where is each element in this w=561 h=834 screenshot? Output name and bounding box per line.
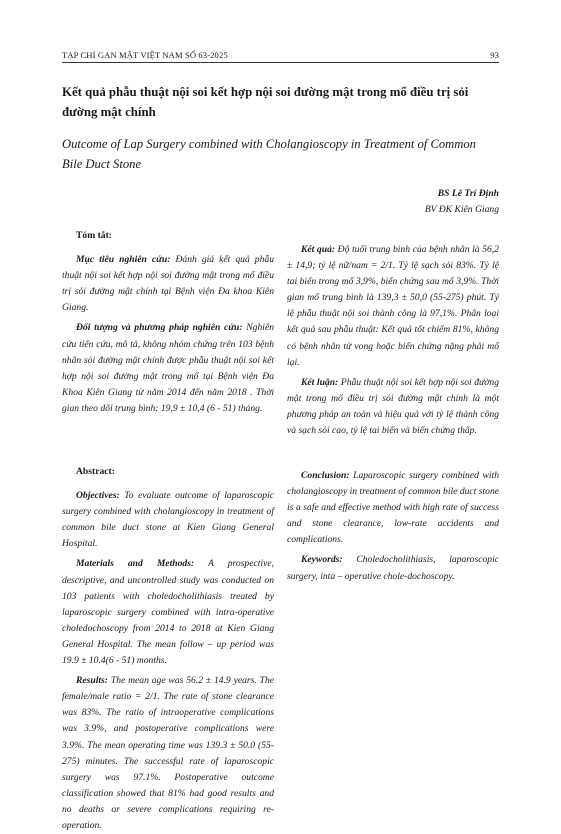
summary-results <box>287 242 499 371</box>
author-affiliation: BV ĐK Kiên Giang <box>424 204 499 215</box>
abstract-keywords-text: Choledocholithiasis, laparoscopic surgery, inta – operative chole-dochoscopy. <box>287 554 499 582</box>
summary-conclusion <box>287 375 499 439</box>
summary-vi-right <box>287 242 499 439</box>
author-name: BS Lê Trí Định <box>437 188 499 199</box>
abstract-keywords <box>287 552 499 584</box>
header-divider <box>62 62 499 63</box>
abstract-objectives-label: Objectives: <box>76 490 120 502</box>
article-title-vietnamese: Kết quả phẫu thuật nội soi kết hợp nội soi đường mật trong mổ điều trị sỏi đường mật chính <box>62 85 469 119</box>
summary-methods <box>62 320 274 417</box>
summary-conclusion-label: Kết luận: <box>301 376 339 388</box>
abstract-en-right <box>287 464 499 585</box>
summary-conclusion-text: Phẫu thuật nội soi kết hợp nội soi đường mật trong mổ điều trị sỏi đường mật chính là một phương pháp an toàn và hiệu quả với tỷ lệ thành công và sạch sỏi cao, tỷ lệ tai biến và biến chứng thấp. <box>287 376 499 437</box>
summary-methods-label: Đối tượng và phương pháp nghiên cứu: <box>76 322 243 334</box>
journal-title: TẠP CHÍ GAN MẬT VIỆT NAM SỐ 63-2025 <box>62 50 228 60</box>
abstract-heading: Abstract: <box>76 466 115 477</box>
summary-objective <box>62 252 274 316</box>
abstract-objectives <box>62 488 274 552</box>
abstract-en-left <box>62 464 274 831</box>
abstract-keywords-label: Keywords: <box>301 554 343 566</box>
summary-results-label: Kết quả: <box>301 244 336 255</box>
summary-objective-label: Mục tiêu nghiên cứu: <box>76 254 171 266</box>
abstract-conclusion-label: Conclusion: <box>301 470 350 481</box>
abstract-methods-text: A prospective, descriptive, and uncontrolled study was conducted on 103 patients with choledocholithiasis treated by laparoscopic surgery combined with intra-operative choledochoscopy from 2014 to 2018 at Kien Giang General Hospital. The mean follow – up period was 19.9 ± 10.4(6 - 51) months. <box>62 558 274 667</box>
abstract-conclusion-text: Laparoscopic surgery combined with cholangioscopy in treatment of common bile duct stone is a safe and effective method with high rate of success and stone clearance, low-rate accidents and complications. <box>287 470 499 546</box>
author-block <box>425 186 499 218</box>
summary-vi-left <box>62 228 274 417</box>
journal-header <box>62 50 499 60</box>
article-title-english: Outcome of Lap Surgery combined with Cholangioscopy in Treatment of Common Bile Duct Stone <box>62 137 476 171</box>
summary-results-text: Độ tuổi trung bình của bệnh nhân là 56,2 ± 14,9; tỷ lệ nữ/nam = 2/1. Tỷ lệ sạch sỏi 83%. Tỷ lệ tai biến trong mổ 3,9%, biến chứng sau mổ 3,9%. Thời gian mổ trung bình là 139,3 ± 50,0 (55-275) phút. Tỷ lệ phẫu thuật nội soi thành công là 97,1%. Phân loại kết quả sau phẫu thuật: Kết quả tốt chiếm 81%, không có bệnh nhân tử vong hoặc biến chứng nặng phải mổ lại. <box>287 244 499 368</box>
abstract-results-label: Results: <box>76 675 108 687</box>
abstract-results-text: The mean age was 56.2 ± 14.9 years. The female/male ratio = 2/1. The rate of stone clearance was 83%. The ratio of intraoperative complications was 3.9%, and postoperative complications were 3.9%. The mean operating time was 139.3 ± 50.0 (55-275) minutes. The successful rate of laparoscopic surgery was 97.1%. Postoperative outcome classification showed that 81% had good results and no deaths or severe complications requiring re-operation. <box>62 675 274 831</box>
abstract-methods <box>62 556 274 669</box>
abstract-conclusion <box>287 468 499 548</box>
page-number: 93 <box>490 50 499 60</box>
abstract-methods-label: Materials and Methods: <box>76 558 195 570</box>
summary-methods-text: Nghiên cứu tiến cứu, mô tả, không nhóm chứng trên 103 bệnh nhân sỏi đường mật chính được phẫu thuật nội soi kết hợp nội soi đường mật trong mổ tại Bệnh viện Đa Khoa Kiên Giang từ năm 2014 đến năm 2018 . Thời gian theo dõi trung bình: 19,9 ± 10,4 (6 - 51) tháng. <box>62 322 274 414</box>
abstract-objectives-text: To evaluate outcome of laparoscopic surgery combined with cholangioscopy in treatment of common bile duct stone at Kien Giang General Hospital. <box>62 490 274 550</box>
summary-objective-text: Đánh giá kết quả phẫu thuật nội soi kết hợp nội soi đường mật trong mổ điều trị sỏi đường mật chính tại Bệnh viện Đa khoa Kiên Giang. <box>62 254 274 314</box>
summary-heading: Tóm tắt: <box>76 230 112 241</box>
abstract-results <box>62 673 274 834</box>
